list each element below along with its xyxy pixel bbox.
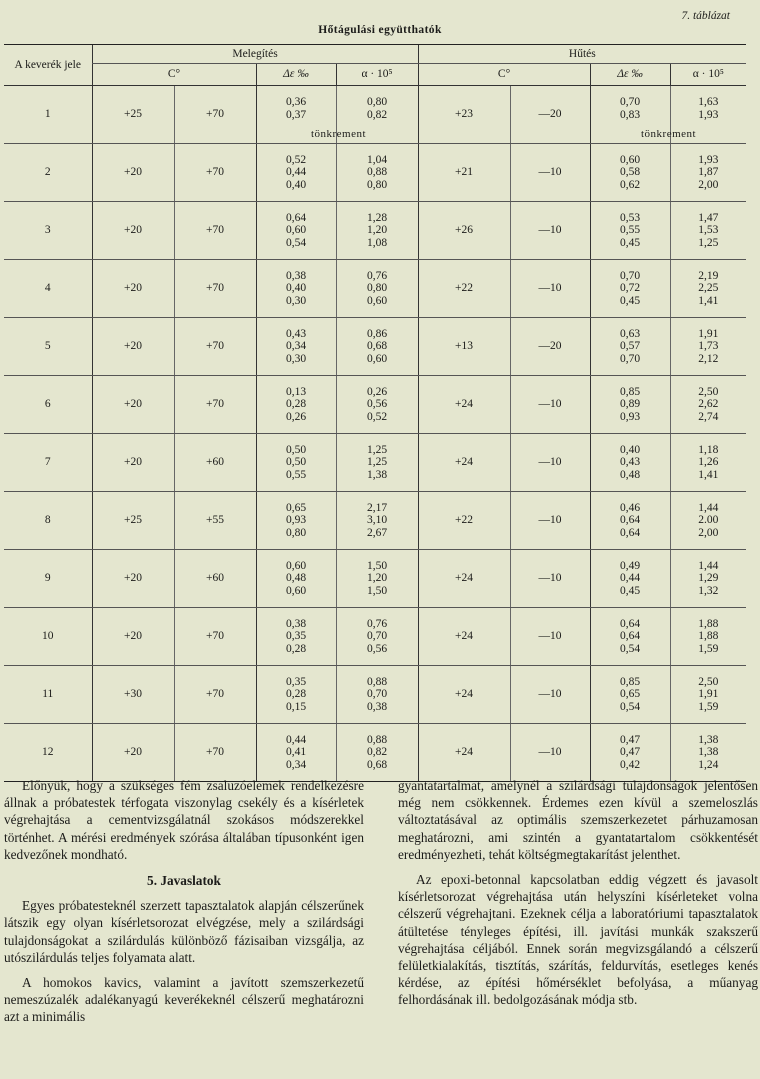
heating-strain-value: 0,44: [285, 166, 307, 179]
heating-alpha-value: 2,17: [366, 501, 388, 514]
heating-strain-value: 0,34: [285, 340, 307, 353]
heating-strain-cell: [256, 318, 336, 376]
heating-strain-value: 0,26: [285, 410, 307, 423]
cooling-alpha-value: 1,93: [698, 108, 719, 121]
cooling-alpha-cell: [670, 608, 746, 666]
cooling-strain-cell: [590, 492, 670, 550]
heating-strain-cell: [256, 492, 336, 550]
paragraph: gyantatartalmat, amelynél a szilárdsági tulajdonságok jelentősen még nem csökkennek. Érdemes ezen kívül a szemeloszlás változtatásával az optimális szemszerkezetet párhuzamosan meghatározni, ami szintén a gyantatartalom csökkentését eredményezheti, tehát költségmegtakarítást jelenthet.: [398, 778, 758, 862]
heating-strain-value: 0,37: [285, 108, 307, 121]
cooling-strain-value: 0,89: [619, 398, 641, 411]
heating-header: Melegítés: [92, 45, 418, 64]
cooling-temp-high: +24: [418, 666, 510, 724]
heating-temp-low: +20: [92, 550, 174, 608]
cooling-temp-low: —10: [510, 260, 590, 318]
heating-alpha-value: 0,88: [366, 733, 388, 746]
cooling-alpha-value: 1,44: [698, 559, 719, 572]
cooling-temp-high: +24: [418, 608, 510, 666]
heating-strain-value: 0,48: [285, 572, 307, 585]
cooling-alpha-value: 1,26: [698, 456, 719, 469]
heating-alpha-value: 0,60: [366, 294, 388, 307]
mix-id: 3: [4, 202, 92, 260]
cooling-strain-value: 0,58: [619, 166, 641, 179]
cooling-alpha-value: 1,38: [698, 746, 719, 759]
heating-alpha-value: 0,82: [366, 746, 388, 759]
thermal-expansion-table: [4, 44, 746, 782]
heating-alpha-value: 0,80: [366, 96, 388, 108]
heating-strain-value: 0,30: [285, 294, 307, 307]
cooling-alpha-value: 2,00: [698, 178, 719, 191]
heating-temp-low: +25: [92, 492, 174, 550]
cooling-temp-high: +24: [418, 434, 510, 492]
cooling-strain-value: 0,47: [619, 733, 641, 746]
cooling-alpha-value: 1,47: [698, 211, 719, 224]
cooling-temp-high: +13: [418, 318, 510, 376]
cooling-alpha-value: 2,62: [698, 398, 719, 411]
cooling-temp-low: —10: [510, 144, 590, 202]
heating-strain-value: 0,15: [285, 700, 307, 713]
cooling-strain-value: 0,54: [619, 642, 641, 655]
heating-alpha-value: 0,68: [366, 758, 388, 771]
heating-temp-low: +20: [92, 260, 174, 318]
table-row: [4, 202, 746, 260]
heating-strain-value: 0,41: [285, 746, 307, 759]
heating-alpha-value: 1,38: [366, 468, 388, 481]
cooling-strain-value: 0,60: [619, 153, 641, 166]
heating-alpha-value: 0,60: [366, 352, 388, 365]
cooling-strain-cell: [590, 608, 670, 666]
table-row: [4, 608, 746, 666]
heating-strain-value: 0,50: [285, 456, 307, 469]
heating-strain-value: 0,55: [285, 468, 307, 481]
heating-strain-cell: [256, 608, 336, 666]
heating-alpha-value: 1,20: [366, 224, 388, 237]
cooling-alpha-value: 2,74: [698, 410, 719, 423]
cooling-alpha-cell: [670, 260, 746, 318]
cooling-alpha-value: 2.00: [698, 514, 719, 527]
table-title: Hőtágulási együtthatók: [318, 24, 442, 36]
cooling-temp-low: —10: [510, 202, 590, 260]
text-column-left: [4, 777, 364, 1026]
cooling-temp-low: —10: [510, 724, 590, 782]
heating-temp-header: C°: [92, 64, 256, 86]
cooling-alpha-value: 2,12: [698, 352, 719, 365]
heating-alpha-cell: [336, 608, 418, 666]
cooling-strain-value: 0,70: [619, 269, 641, 282]
cooling-strain-value: 0,93: [619, 410, 641, 423]
heating-temp-low: +20: [92, 724, 174, 782]
cooling-header: Hűtés: [418, 45, 746, 64]
cooling-alpha-value: 1,91: [698, 327, 719, 340]
table-row: [4, 318, 746, 376]
mix-id: 10: [4, 608, 92, 666]
cooling-strain-value: 0,63: [619, 327, 641, 340]
heating-strain-value: 0,54: [285, 236, 307, 249]
section-heading: 5. Javaslatok: [147, 873, 221, 889]
cooling-temp-low: —10: [510, 434, 590, 492]
heating-temp-high: +55: [174, 492, 256, 550]
heating-strain-value: 0,30: [285, 352, 307, 365]
cooling-strain-cell: [590, 202, 670, 260]
cooling-temp-high: +21: [418, 144, 510, 202]
heating-temp-low: +20: [92, 376, 174, 434]
cooling-temp-high: +24: [418, 376, 510, 434]
cooling-strain-value: 0,83: [619, 108, 641, 121]
cooling-alpha-value: 1,41: [698, 468, 719, 481]
heating-strain-cell: [256, 86, 367, 144]
table-body: [4, 86, 746, 782]
cooling-alpha-value: 1,32: [698, 584, 719, 597]
heating-temp-low: +20: [92, 318, 174, 376]
heating-temp-high: +70: [174, 86, 256, 144]
table-row: [4, 724, 746, 782]
cooling-temp-low: —20: [510, 318, 590, 376]
cooling-temp-high: +24: [418, 724, 510, 782]
cooling-strain-value: 0,45: [619, 236, 641, 249]
heating-alpha-value: 0,26: [366, 385, 388, 398]
heating-strain-value: 0,35: [285, 675, 307, 688]
heating-strain-value: 0,13: [285, 385, 307, 398]
heating-strain-value: 0,34: [285, 758, 307, 771]
heating-temp-high: +70: [174, 666, 256, 724]
cooling-temp-low: —10: [510, 608, 590, 666]
cooling-temp-high: +22: [418, 492, 510, 550]
cooling-alpha-value: 1,88: [698, 630, 719, 643]
table-row: [4, 260, 746, 318]
heating-alpha-value: 0,68: [366, 340, 388, 353]
heating-strain-value: 0,40: [285, 282, 307, 295]
cooling-alpha-value: 1,87: [698, 166, 719, 179]
heating-alpha-value: 0,80: [366, 178, 388, 191]
mix-id: 6: [4, 376, 92, 434]
heating-strain-cell: [256, 202, 336, 260]
heating-strain-cell: [256, 260, 336, 318]
table-number: 7. táblázat: [681, 10, 730, 22]
cooling-strain-value: 0,85: [619, 385, 641, 398]
cooling-alpha-value: 1,59: [698, 642, 719, 655]
cooling-strain-cell: [590, 260, 670, 318]
cooling-strain-value: 0,64: [619, 514, 641, 527]
heating-temp-high: +70: [174, 376, 256, 434]
heating-alpha-value: 3,10: [366, 514, 388, 527]
cooling-alpha-value: 2,50: [698, 385, 719, 398]
heating-strain-value: 0,52: [285, 153, 307, 166]
cooling-alpha-value: 1,44: [698, 501, 719, 514]
cooling-alpha-value: 1,88: [698, 617, 719, 630]
heating-strain-value: 0,50: [285, 443, 307, 456]
heating-strain-value: 0,40: [285, 178, 307, 191]
heating-strain-cell: [256, 666, 336, 724]
heating-alpha-value: 1,20: [366, 572, 388, 585]
heating-strain-value: 0,65: [285, 501, 307, 514]
cooling-strain-value: 0,49: [619, 559, 641, 572]
cooling-alpha-value: 1,93: [698, 153, 719, 166]
heating-temp-low: +25: [92, 86, 174, 144]
heating-temp-high: +70: [174, 144, 256, 202]
heating-alpha-value: 1,50: [366, 584, 388, 597]
cooling-temp-low: —10: [510, 550, 590, 608]
paragraph: Egyes próbatesteknél szerzett tapasztalatok alapján célszerűnek látszik egy olyan kísérletsorozat elvégzése, mely a szilárdsági tulajdonságokat a szilárdulás különböző fázisaiban vizsgálja, az utószilárdulás teljes folyamata alatt.: [4, 898, 364, 965]
table-row: [4, 86, 746, 144]
heating-alpha-cell: [336, 318, 418, 376]
heating-strain-value: 0,60: [285, 584, 307, 597]
cooling-alpha-value: 1,18: [698, 443, 719, 456]
heating-strain-value: 0,38: [285, 269, 307, 282]
cooling-temp-low: —10: [510, 376, 590, 434]
cooling-strain-value: 0,57: [619, 340, 641, 353]
cooling-alpha-cell: [670, 492, 746, 550]
table-row: [4, 144, 746, 202]
cooling-alpha-cell: [670, 550, 746, 608]
cooling-strain-value: 0,48: [619, 468, 641, 481]
cooling-alpha-value: 1,63: [698, 96, 719, 108]
heating-alpha-value: 0,70: [366, 630, 388, 643]
mix-id: 7: [4, 434, 92, 492]
heating-strain-value: 0,35: [285, 630, 307, 643]
heating-strain-cell: [256, 376, 336, 434]
paragraph: Előnyük, hogy a szükséges fém zsaluzóelemek rendelkezésre állnak a próbatestek térfogata viszonylag csekély és a kísérletek végrehajtása a cementvizsgálatnál szokásos módszerekkel történhet. A mérési eredmények szórása általában típusonként igen kedvezőnek mondható.: [4, 778, 364, 862]
heating-strain-value: 0,43: [285, 327, 307, 340]
heating-temp-high: +70: [174, 202, 256, 260]
mix-id: 4: [4, 260, 92, 318]
cooling-alpha-value: 1,59: [698, 700, 719, 713]
heating-alpha-cell: [336, 434, 418, 492]
cooling-strain-cell: [590, 376, 670, 434]
heating-strain-value: 0,36: [285, 96, 307, 108]
mix-id: 9: [4, 550, 92, 608]
cooling-alpha-value: 1,73: [698, 340, 719, 353]
paragraph: Az epoxi-betonnal kapcsolatban eddig végzett és javasolt kísérletsorozat végrehajtása után helyszíni kísérleteket volna célszerű végrehajtani. Ezeknek célja a laboratóriumi tapasztalatok átültetése tényleges építési, ill. javítási munkák szakszerű végrehajtása céljából. Ennek során megvizsgálandó a célszerű felületkialakítás, tisztítás, szárítás, feldurvítás, esetleges kenés kérdése, az építési hőmérséklet befolyása, a műanyag felhordásának ill. bedolgozásának módja stb.: [398, 872, 758, 1008]
cooling-alpha-value: 2,25: [698, 282, 719, 295]
heating-alpha-value: 0,56: [366, 398, 388, 411]
cooling-alpha-cell: [670, 144, 746, 202]
cooling-strain-value: 0,53: [619, 211, 641, 224]
cooling-temp-high: +22: [418, 260, 510, 318]
cooling-strain-value: 0,70: [619, 96, 641, 108]
cooling-strain-cell: [590, 666, 670, 724]
heating-alpha-value: 0,76: [366, 617, 388, 630]
heating-alpha-header: α · 10⁵: [336, 64, 418, 86]
table-row: [4, 666, 746, 724]
cooling-strain-value: 0,45: [619, 584, 641, 597]
cooling-strain-cell: [590, 144, 670, 202]
cooling-temp-header: C°: [418, 64, 590, 86]
cooling-alpha-value: 1,24: [698, 758, 719, 771]
cooling-temp-high: +23: [418, 86, 510, 144]
heating-alpha-value: 1,04: [366, 153, 388, 166]
heating-alpha-value: 0,82: [366, 108, 388, 121]
cooling-strain-value: 0,70: [619, 352, 641, 365]
failure-note: tönkrement: [640, 127, 697, 140]
heating-alpha-cell: [336, 724, 418, 782]
heating-temp-low: +20: [92, 202, 174, 260]
table-row: [4, 550, 746, 608]
cooling-strain-cell: [590, 86, 697, 144]
cooling-temp-low: —10: [510, 666, 590, 724]
mix-id: 1: [4, 86, 92, 144]
heating-alpha-value: 0,52: [366, 410, 388, 423]
cooling-strain-value: 0,42: [619, 758, 641, 771]
mix-id: 11: [4, 666, 92, 724]
heating-strain-value: 0,28: [285, 398, 307, 411]
cooling-strain-value: 0,72: [619, 282, 641, 295]
cooling-alpha-cell: [670, 434, 746, 492]
heating-strain-value: 0,80: [285, 526, 307, 539]
heating-strain-value: 0,60: [285, 559, 307, 572]
heating-temp-low: +20: [92, 434, 174, 492]
cooling-alpha-header: α · 10⁵: [670, 64, 746, 86]
cooling-strain-value: 0,54: [619, 700, 641, 713]
cooling-strain-cell: [590, 550, 670, 608]
cooling-alpha-value: 1,41: [698, 294, 719, 307]
heating-strain-cell: [256, 724, 336, 782]
cooling-temp-high: +24: [418, 550, 510, 608]
heating-temp-high: +70: [174, 608, 256, 666]
heating-strain-value: 0,93: [285, 514, 307, 527]
heating-strain-value: 0,28: [285, 642, 307, 655]
heating-alpha-value: 2,67: [366, 526, 388, 539]
cooling-strain-value: 0,43: [619, 456, 641, 469]
heating-temp-high: +60: [174, 434, 256, 492]
heating-alpha-cell: [336, 260, 418, 318]
cooling-strain-value: 0,40: [619, 443, 641, 456]
paragraph: A homokos kavics, valamint a javított szemszerkezetű nemeszúzalék adalékanyagú keverékeknél célszerű meghatározni azt a minimális: [4, 975, 364, 1025]
heating-alpha-value: 0,56: [366, 642, 388, 655]
heating-alpha-cell: [336, 202, 418, 260]
cooling-alpha-cell: [670, 666, 746, 724]
cooling-strain-value: 0,64: [619, 630, 641, 643]
heating-strain-value: 0,64: [285, 211, 307, 224]
table-row: [4, 376, 746, 434]
table-row: [4, 434, 746, 492]
table-row: [4, 492, 746, 550]
heating-alpha-cell: [336, 666, 418, 724]
heating-temp-high: +70: [174, 260, 256, 318]
text-column-right: [398, 777, 758, 1009]
heating-strain-value: 0,60: [285, 224, 307, 237]
cooling-strain-cell: [590, 724, 670, 782]
cooling-alpha-value: 1,38: [698, 733, 719, 746]
cooling-alpha-cell: [670, 376, 746, 434]
heating-temp-high: +70: [174, 318, 256, 376]
mix-header: A keverék jele: [4, 45, 92, 86]
cooling-alpha-cell: [670, 202, 746, 260]
cooling-temp-high: +26: [418, 202, 510, 260]
cooling-alpha-value: 1,91: [698, 688, 719, 701]
cooling-strain-cell: [590, 434, 670, 492]
cooling-temp-low: —10: [510, 492, 590, 550]
heating-alpha-value: 0,70: [366, 688, 388, 701]
heating-alpha-value: 0,38: [366, 700, 388, 713]
mix-id: 5: [4, 318, 92, 376]
mix-id: 12: [4, 724, 92, 782]
cooling-alpha-value: 2,00: [698, 526, 719, 539]
heating-alpha-value: 1,25: [366, 456, 388, 469]
cooling-strain-value: 0,46: [619, 501, 641, 514]
heating-temp-high: +60: [174, 550, 256, 608]
cooling-alpha-value: 1,53: [698, 224, 719, 237]
heating-strain-cell: [256, 144, 336, 202]
heating-alpha-value: 0,88: [366, 166, 388, 179]
cooling-strain-value: 0,62: [619, 178, 641, 191]
cooling-strain-value: 0,47: [619, 746, 641, 759]
heating-alpha-value: 1,28: [366, 211, 388, 224]
cooling-alpha-value: 1,25: [698, 236, 719, 249]
cooling-alpha-value: 1,29: [698, 572, 719, 585]
cooling-strain-value: 0,44: [619, 572, 641, 585]
heating-alpha-cell: [336, 550, 418, 608]
cooling-strain-value: 0,85: [619, 675, 641, 688]
cooling-strain-value: 0,55: [619, 224, 641, 237]
heating-temp-low: +20: [92, 144, 174, 202]
heating-temp-low: +20: [92, 608, 174, 666]
heating-strain-value: 0,38: [285, 617, 307, 630]
heating-temp-low: +30: [92, 666, 174, 724]
heating-alpha-cell: [336, 376, 418, 434]
cooling-strain-header: Δε ‰: [590, 64, 670, 86]
heating-alpha-value: 1,25: [366, 443, 388, 456]
heating-alpha-cell: [336, 492, 418, 550]
heating-alpha-cell: [336, 144, 418, 202]
heating-alpha-value: 1,50: [366, 559, 388, 572]
heating-strain-value: 0,44: [285, 733, 307, 746]
cooling-strain-value: 0,64: [619, 617, 641, 630]
cooling-alpha-cell: [670, 318, 746, 376]
cooling-strain-value: 0,64: [619, 526, 641, 539]
cooling-strain-cell: [590, 318, 670, 376]
cooling-strain-value: 0,45: [619, 294, 641, 307]
heating-strain-header: Δε ‰: [256, 64, 336, 86]
mix-id: 2: [4, 144, 92, 202]
heating-alpha-value: 0,88: [366, 675, 388, 688]
cooling-alpha-value: 2,19: [698, 269, 719, 282]
heating-alpha-value: 0,86: [366, 327, 388, 340]
heating-strain-value: 0,28: [285, 688, 307, 701]
heating-strain-cell: [256, 550, 336, 608]
page-header: [0, 8, 760, 40]
mix-id: 8: [4, 492, 92, 550]
cooling-alpha-value: 2,50: [698, 675, 719, 688]
cooling-alpha-cell: [670, 724, 746, 782]
heating-temp-high: +70: [174, 724, 256, 782]
cooling-strain-value: 0,65: [619, 688, 641, 701]
heating-alpha-value: 0,76: [366, 269, 388, 282]
heating-alpha-value: 0,80: [366, 282, 388, 295]
heating-strain-cell: [256, 434, 336, 492]
heating-alpha-value: 1,08: [366, 236, 388, 249]
cooling-temp-low: —20: [510, 86, 590, 144]
failure-note: tönkrement: [310, 127, 367, 140]
